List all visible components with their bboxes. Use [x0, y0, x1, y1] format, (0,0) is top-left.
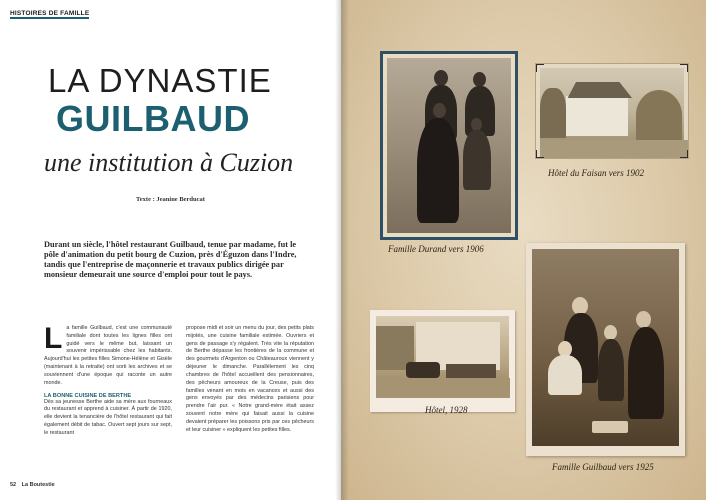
photo-corner-tr: [680, 63, 689, 72]
byline: Texte : Jeanine Berducat: [136, 196, 205, 203]
photo-corner-bl: [535, 150, 544, 159]
page-number: 52: [10, 482, 17, 488]
left-page: [0, 0, 341, 500]
photo-hotel-du-faisan: [535, 63, 689, 159]
photo-famille-guilbaud: [526, 243, 685, 456]
body-column-1: [44, 322, 172, 438]
family-photo-image: [387, 58, 511, 233]
hotel-1928-image: [376, 316, 509, 398]
magazine-name: La Boutestie: [21, 482, 55, 488]
title-line-2: GUILBAUD: [56, 98, 250, 139]
column-1-text: a famille Guilbaud, c'est une communauté familiale dont toutes les lignes filles ont guidé vers le même but, laissant un souvenir impérissable chez les habitants. Aujourd'hui les petites filles Simone-Hélène et Gisèle (maintenant à la retraite) ont sorti les archives et se souviennent d'une époque qui raconte un autre monde.: [44, 325, 172, 386]
column-1-subhead: LA BONNE CUISINE DE BERTHE: [44, 392, 132, 399]
column-1-text-2: Dès sa jeunesse Berthe aide sa mère aux fourneaux du restaurant et apprend à cuisiner. À partir de 1920, elle devient la tenancière de l'hôtel restaurant qui fait également débit de tabac. Ouvert sept jours sur sept, le restaurant: [44, 398, 172, 436]
caption-hotel-faisan: Hôtel du Faisan vers 1902: [548, 168, 644, 178]
photo-famille-durand: [380, 51, 518, 240]
photo-corner-br: [680, 150, 689, 159]
column-2-text: propose midi et soir un menu du jour, des petits plats mijotés, une cuisine familiale estimée. Ouvriers et gens de passage s'y régalent. Très vite la réputation de Berthe dépasse les frontières de la commune et des gourmets d'Argenton ou Châteauroux viennent y déjeuner le dimanche. Parallèlement les cinq chambres de l'hôtel accueillent des pensionnaires, des pêcheurs amoureux de la Creuse, puis des familles venant en mois en vacances et aussi des gens envoyés par des médecins parisiens pour prendre l'air pur. « Notre grand-mère était assez souvent notre mère qui faisait aussi la cuisine devaient préparer les poissons pris par ces pêcheurs et leur cuisiner » expliquent les petites filles.: [186, 325, 314, 433]
body-column-2: [186, 325, 314, 435]
page-gutter-shadow: [335, 0, 349, 500]
guilbaud-family-image: [532, 249, 679, 446]
photo-corner-tl: [535, 63, 544, 72]
caption-famille-durand: Famille Durand vers 1906: [388, 244, 484, 254]
caption-famille-guilbaud: Famille Guilbaud vers 1925: [552, 462, 654, 472]
lede-paragraph: Durant un siècle, l'hôtel restaurant Guilbaud, tenue par madame, fut le pôle d'animation du petit bourg de Cuzion, près d'Éguzon dans l'Indre, tandis que l'entreprise de maçonnerie et travaux publics dirigée par monsieur demeurait une source d'emploi pour tout le pays.: [44, 240, 297, 279]
caption-hotel-1928: Hôtel, 1928: [425, 405, 468, 415]
photo-hotel-1928: [370, 310, 515, 412]
hotel-faisan-image: [540, 68, 684, 154]
article-subtitle: une institution à Cuzion: [44, 148, 294, 177]
section-tag: HISTOIRES DE FAMILLE: [10, 10, 90, 17]
page-folio: [10, 482, 59, 488]
title-line-1: LA DYNASTIE: [48, 62, 272, 99]
drop-cap: L: [44, 322, 63, 355]
